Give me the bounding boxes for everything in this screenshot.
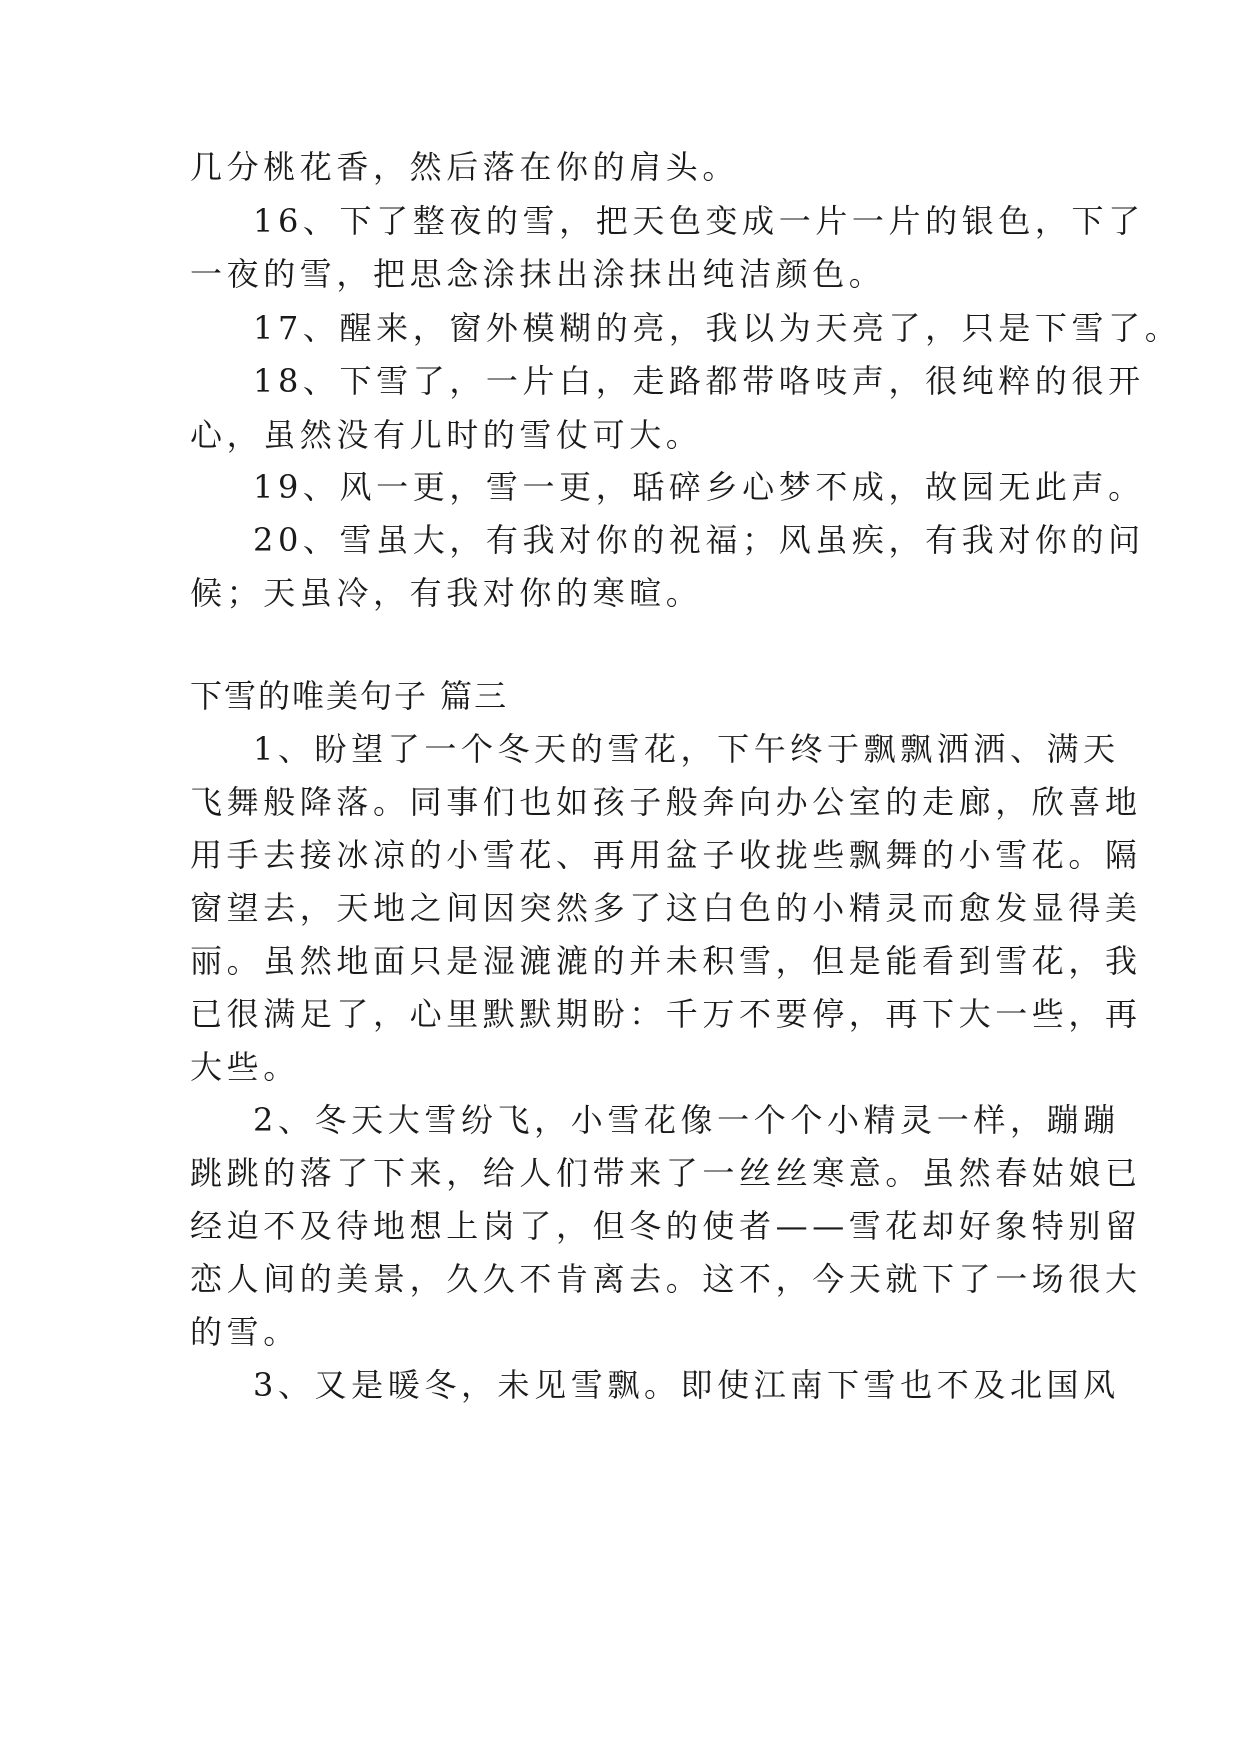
- text-line: 19、风一更，雪一更，聒碎乡心梦不成，故园无此声。: [253, 468, 1145, 506]
- section-heading: 下雪的唯美句子 篇三: [190, 677, 509, 715]
- text-line: 16、下了整夜的雪，把天色变成一片一片的银色，下了: [253, 202, 1145, 240]
- text-line: 已很满足了，心里默默期盼：千万不要停，再下大一些，再: [190, 995, 1142, 1033]
- text-line: 的雪。: [190, 1313, 300, 1351]
- text-line: 用手去接冰凉的小雪花、再用盆子收拢些飘舞的小雪花。隔: [190, 836, 1142, 874]
- text-line: 2、冬天大雪纷飞，小雪花像一个个小精灵一样，蹦蹦: [253, 1101, 1120, 1139]
- text-line: 丽。虽然地面只是湿漉漉的并未积雪，但是能看到雪花，我: [190, 942, 1142, 980]
- text-line: 跳跳的落了下来，给人们带来了一丝丝寒意。虽然春姑娘已: [190, 1154, 1142, 1192]
- text-line: 一夜的雪，把思念涂抹出涂抹出纯洁颜色。: [190, 255, 886, 293]
- text-line: 恋人间的美景，久久不肯离去。这不，今天就下了一场很大: [190, 1260, 1142, 1298]
- text-line: 飞舞般降落。同事们也如孩子般奔向办公室的走廊，欣喜地: [190, 783, 1142, 821]
- text-line: 候；天虽冷，有我对你的寒暄。: [190, 574, 703, 612]
- text-line: 窗望去，天地之间因突然多了这白色的小精灵而愈发显得美: [190, 889, 1142, 927]
- text-line: 3、又是暖冬，未见雪飘。即使江南下雪也不及北国风: [253, 1366, 1120, 1404]
- text-line: 20、雪虽大，有我对你的祝福；风虽疾，有我对你的问: [253, 521, 1145, 559]
- text-line: 1、盼望了一个冬天的雪花，下午终于飘飘洒洒、满天: [253, 730, 1120, 768]
- text-line: 17、醒来，窗外模糊的亮，我以为天亮了，只是下雪了。: [253, 309, 1182, 347]
- text-line: 心，虽然没有儿时的雪仗可大。: [190, 416, 703, 454]
- text-line: 18、下雪了，一片白，走路都带咯吱声，很纯粹的很开: [253, 362, 1145, 400]
- text-line: 几分桃花香，然后落在你的肩头。: [190, 148, 740, 186]
- text-line: 大些。: [190, 1048, 300, 1086]
- text-line: 经迫不及待地想上岗了，但冬的使者——雪花却好象特别留: [190, 1207, 1142, 1245]
